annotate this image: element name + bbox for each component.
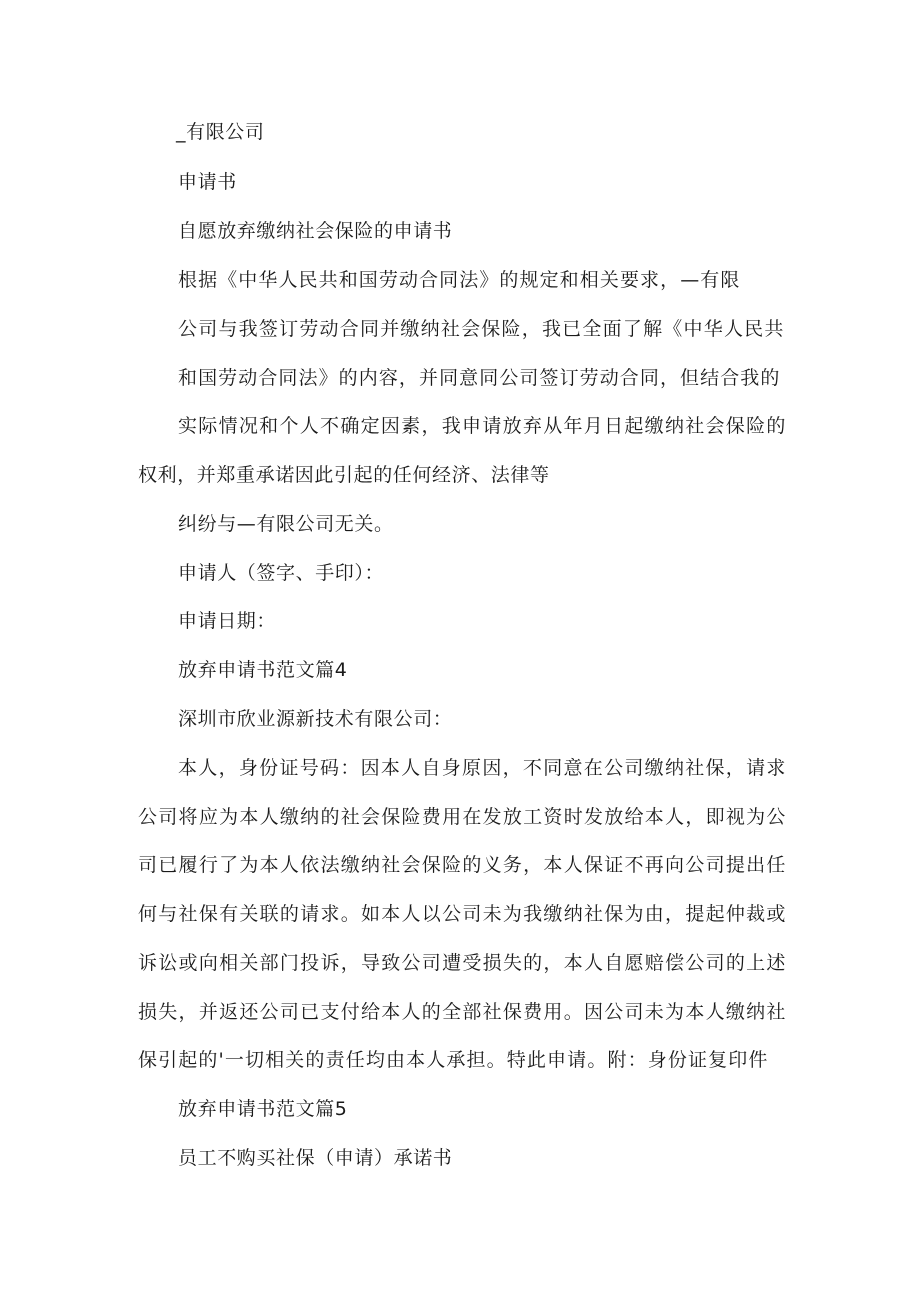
paragraph-line: 诉讼或向相关部门投诉，导致公司遭受损失的，本人自愿赔偿公司的上述 (138, 952, 786, 974)
paragraph-line: 何与社保有关联的请求。如本人以公司未为我缴纳社保为由，提起仲裁或 (138, 903, 786, 925)
paragraph-line: 公司将应为本人缴纳的社会保险费用在发放工资时发放给本人，即视为公 (138, 806, 786, 828)
paragraph-line: 保引起的'一切相关的责任均由本人承担。特此申请。附：身份证复印件 (138, 1049, 768, 1071)
paragraph-line: 权利，并郑重承诺因此引起的任何经济、法律等 (138, 464, 550, 486)
paragraph-line: 根据《中华人民共和国劳动合同法》的规定和相关要求，—有限 (178, 269, 740, 291)
company-name-line: _有限公司 (176, 121, 265, 143)
paragraph-line: 司已履行了为本人依法缴纳社会保险的义务，本人保证不再向公司提出任 (138, 854, 786, 876)
paragraph-line: 损失，并返还公司已支付给本人的全部社保费用。因公司未为本人缴纳社 (138, 1001, 786, 1023)
section-heading-4: 放弃申请书范文篇4 (178, 659, 348, 681)
paragraph-line: 和国劳动合同法》的内容，并同意同公司签订劳动合同，但结合我的 (178, 367, 780, 389)
date-label: 申请日期： (178, 610, 277, 632)
signature-label: 申请人（签字、手印）： (178, 562, 385, 584)
paragraph-line: 公司与我签订劳动合同并缴纳社会保险，我已全面了解《中华人民共 (178, 318, 784, 340)
heading-application: 申请书 (178, 171, 237, 193)
section-heading-5: 放弃申请书范文篇5 (178, 1098, 348, 1120)
paragraph-line: 实际情况和个人不确定因素，我申请放弃从年月日起缴纳社会保险的 (178, 415, 786, 437)
paragraph-line: 纠纷与—有限公司无关。 (178, 513, 394, 535)
addressee-line: 深圳市欣业源新技术有限公司： (178, 708, 453, 730)
heading-voluntary-waiver: 自愿放弃缴纳社会保险的申请书 (178, 220, 453, 242)
commitment-title: 员工不购买社保（申请）承诺书 (178, 1147, 453, 1169)
paragraph-line: 本人，身份证号码：因本人自身原因，不同意在公司缴纳社保，请求 (178, 757, 786, 779)
